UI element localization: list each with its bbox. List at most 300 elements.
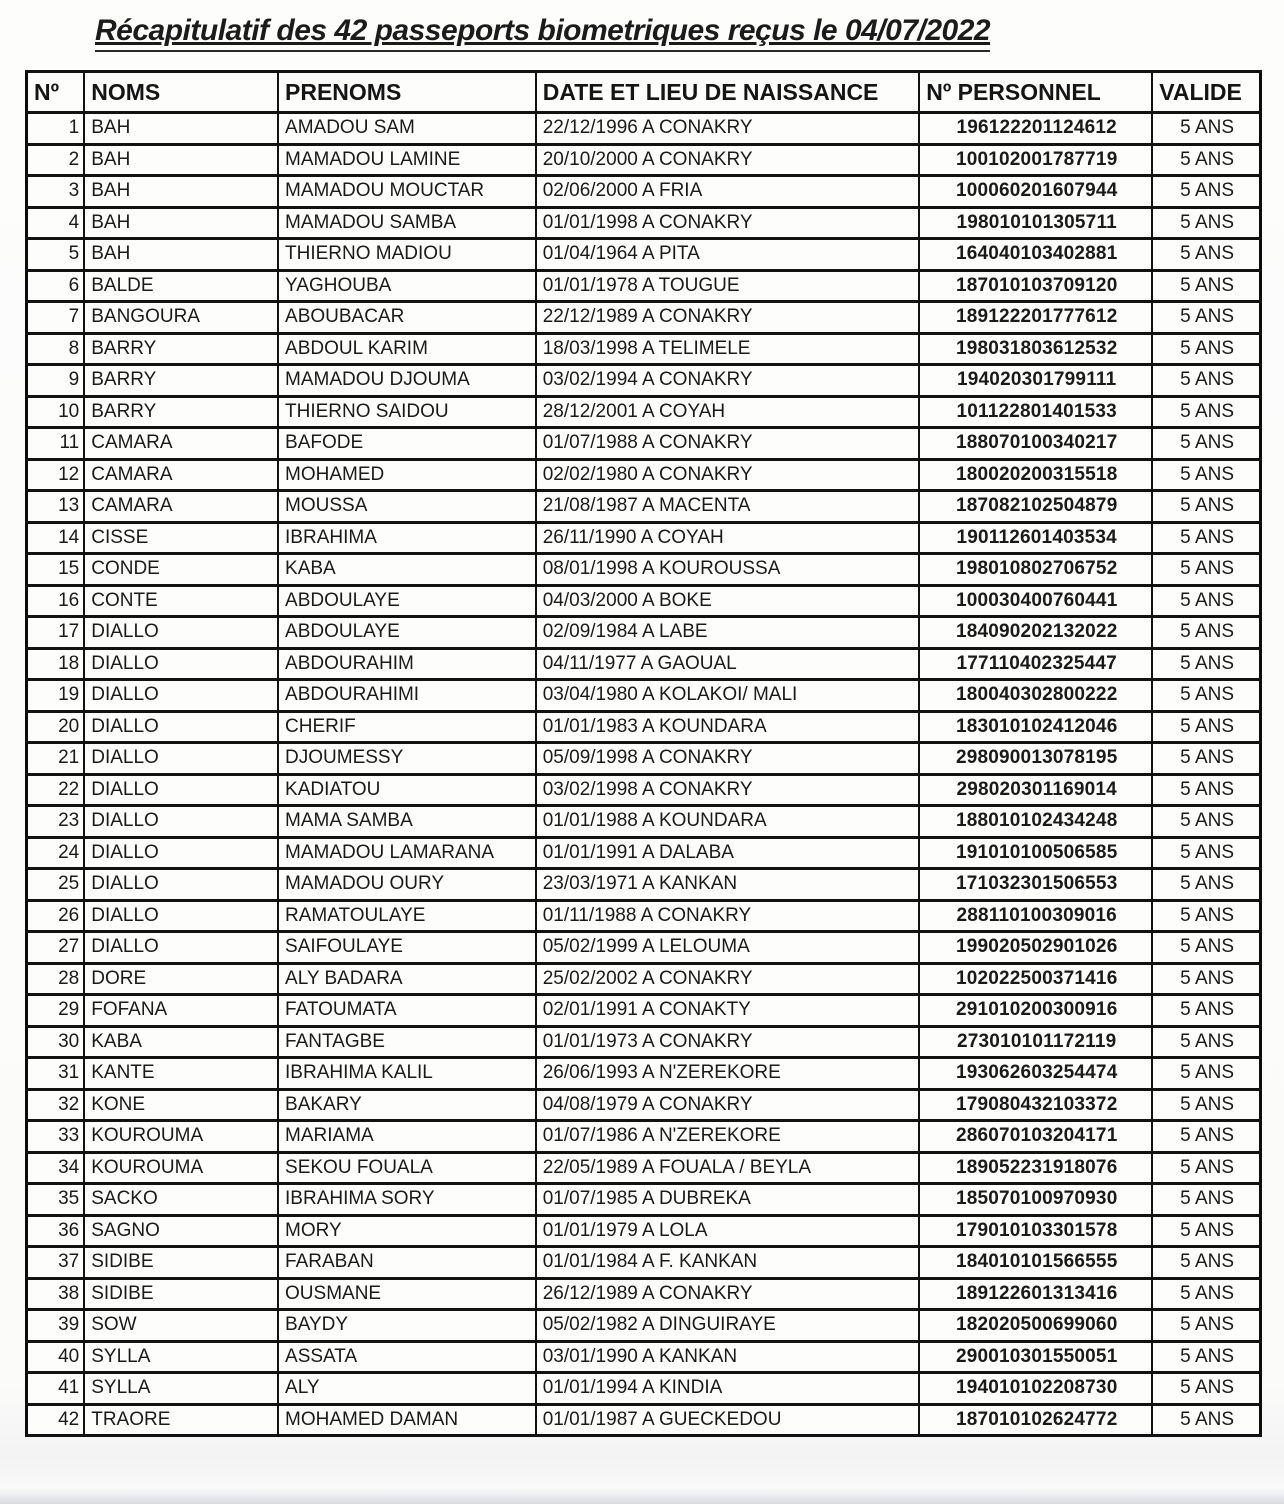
document-title: Récapitulatif des 42 passeports biometriques reçus le 04/07/2022 xyxy=(95,14,990,52)
cell-num: 29 xyxy=(27,995,85,1027)
cell-num: 35 xyxy=(27,1184,85,1216)
cell-num: 9 xyxy=(27,365,85,397)
cell-num: 22 xyxy=(27,774,85,806)
cell-noms: BAH xyxy=(84,176,278,208)
cell-valide: 5 ANS xyxy=(1152,333,1260,365)
cell-naissance: 02/06/2000 A FRIA xyxy=(536,176,919,208)
cell-personnel: 198010101305711 xyxy=(919,207,1152,239)
table-row xyxy=(27,207,1261,239)
cell-noms: TRAORE xyxy=(84,1404,278,1436)
cell-naissance: 18/03/1998 A TELIMELE xyxy=(536,333,919,365)
cell-prenoms: MAMADOU MOUCTAR xyxy=(278,176,536,208)
cell-personnel: 171032301506553 xyxy=(919,869,1152,901)
cell-valide: 5 ANS xyxy=(1152,365,1260,397)
cell-valide: 5 ANS xyxy=(1152,1121,1260,1153)
cell-num: 2 xyxy=(27,144,85,176)
cell-personnel: 189122201777612 xyxy=(919,302,1152,334)
cell-noms: SOW xyxy=(84,1310,278,1342)
table-row xyxy=(27,1215,1261,1247)
cell-prenoms: MAMADOU SAMBA xyxy=(278,207,536,239)
cell-num: 11 xyxy=(27,428,85,460)
cell-num: 36 xyxy=(27,1215,85,1247)
cell-personnel: 183010102412046 xyxy=(919,711,1152,743)
cell-naissance: 01/07/1988 A CONAKRY xyxy=(536,428,919,460)
table-row xyxy=(27,774,1261,806)
cell-prenoms: MOHAMED DAMAN xyxy=(278,1404,536,1436)
scan-bottom-shadow xyxy=(0,1488,1284,1504)
cell-prenoms: OUSMANE xyxy=(278,1278,536,1310)
cell-valide: 5 ANS xyxy=(1152,774,1260,806)
cell-noms: BAH xyxy=(84,144,278,176)
table-row xyxy=(27,1058,1261,1090)
table-row xyxy=(27,1089,1261,1121)
cell-noms: FOFANA xyxy=(84,995,278,1027)
cell-valide: 5 ANS xyxy=(1152,617,1260,649)
cell-naissance: 01/07/1986 A N'ZEREKORE xyxy=(536,1121,919,1153)
cell-naissance: 01/01/1991 A DALABA xyxy=(536,837,919,869)
cell-personnel: 185070100970930 xyxy=(919,1184,1152,1216)
table-row xyxy=(27,585,1261,617)
table-row xyxy=(27,459,1261,491)
cell-personnel: 180020200315518 xyxy=(919,459,1152,491)
cell-prenoms: ABDOURAHIM xyxy=(278,648,536,680)
cell-personnel: 187010102624772 xyxy=(919,1404,1152,1436)
cell-valide: 5 ANS xyxy=(1152,837,1260,869)
table-row xyxy=(27,1184,1261,1216)
cell-num: 10 xyxy=(27,396,85,428)
cell-noms: DIALLO xyxy=(84,837,278,869)
cell-valide: 5 ANS xyxy=(1152,806,1260,838)
cell-noms: DIALLO xyxy=(84,648,278,680)
cell-prenoms: MAMADOU LAMINE xyxy=(278,144,536,176)
cell-num: 40 xyxy=(27,1341,85,1373)
cell-naissance: 02/09/1984 A LABE xyxy=(536,617,919,649)
table-row xyxy=(27,617,1261,649)
cell-noms: DIALLO xyxy=(84,869,278,901)
table-header xyxy=(27,72,1261,113)
cell-valide: 5 ANS xyxy=(1152,1373,1260,1405)
table-row xyxy=(27,302,1261,334)
cell-num: 15 xyxy=(27,554,85,586)
cell-valide: 5 ANS xyxy=(1152,743,1260,775)
cell-noms: BALDE xyxy=(84,270,278,302)
cell-personnel: 196122201124612 xyxy=(919,113,1152,145)
cell-personnel: 193062603254474 xyxy=(919,1058,1152,1090)
table-row xyxy=(27,932,1261,964)
cell-num: 37 xyxy=(27,1247,85,1279)
cell-noms: CONDE xyxy=(84,554,278,586)
cell-personnel: 184090202132022 xyxy=(919,617,1152,649)
cell-personnel: 273010101172119 xyxy=(919,1026,1152,1058)
cell-num: 39 xyxy=(27,1310,85,1342)
cell-noms: DIALLO xyxy=(84,617,278,649)
cell-naissance: 01/01/1987 A GUECKEDOU xyxy=(536,1404,919,1436)
cell-noms: CONTE xyxy=(84,585,278,617)
cell-prenoms: IBRAHIMA xyxy=(278,522,536,554)
cell-valide: 5 ANS xyxy=(1152,711,1260,743)
cell-naissance: 26/11/1990 A COYAH xyxy=(536,522,919,554)
cell-noms: KOUROUMA xyxy=(84,1152,278,1184)
cell-naissance: 01/01/1994 A KINDIA xyxy=(536,1373,919,1405)
table-row xyxy=(27,1247,1261,1279)
cell-naissance: 22/12/1989 A CONAKRY xyxy=(536,302,919,334)
cell-valide: 5 ANS xyxy=(1152,459,1260,491)
cell-personnel: 187082102504879 xyxy=(919,491,1152,523)
cell-num: 21 xyxy=(27,743,85,775)
cell-naissance: 01/01/1978 A TOUGUE xyxy=(536,270,919,302)
table-row xyxy=(27,1152,1261,1184)
cell-prenoms: THIERNO SAIDOU xyxy=(278,396,536,428)
cell-num: 20 xyxy=(27,711,85,743)
passport-table xyxy=(25,70,1262,1437)
cell-prenoms: FARABAN xyxy=(278,1247,536,1279)
table-row xyxy=(27,491,1261,523)
cell-prenoms: FATOUMATA xyxy=(278,995,536,1027)
cell-noms: BANGOURA xyxy=(84,302,278,334)
cell-personnel: 100060201607944 xyxy=(919,176,1152,208)
cell-noms: DIALLO xyxy=(84,774,278,806)
cell-prenoms: ALY BADARA xyxy=(278,963,536,995)
cell-valide: 5 ANS xyxy=(1152,963,1260,995)
cell-naissance: 01/01/1983 A KOUNDARA xyxy=(536,711,919,743)
cell-noms: DIALLO xyxy=(84,743,278,775)
cell-personnel: 102022500371416 xyxy=(919,963,1152,995)
cell-noms: DIALLO xyxy=(84,680,278,712)
cell-personnel: 177110402325447 xyxy=(919,648,1152,680)
cell-valide: 5 ANS xyxy=(1152,1310,1260,1342)
cell-prenoms: YAGHOUBA xyxy=(278,270,536,302)
cell-noms: DIALLO xyxy=(84,806,278,838)
cell-valide: 5 ANS xyxy=(1152,869,1260,901)
cell-valide: 5 ANS xyxy=(1152,239,1260,271)
cell-valide: 5 ANS xyxy=(1152,522,1260,554)
cell-num: 42 xyxy=(27,1404,85,1436)
cell-noms: BAH xyxy=(84,207,278,239)
cell-prenoms: CHERIF xyxy=(278,711,536,743)
column-header-valide: VALIDE xyxy=(1152,72,1260,113)
cell-prenoms: IBRAHIMA SORY xyxy=(278,1184,536,1216)
cell-noms: DORE xyxy=(84,963,278,995)
table-body xyxy=(27,113,1261,1436)
table-row xyxy=(27,711,1261,743)
cell-valide: 5 ANS xyxy=(1152,176,1260,208)
cell-personnel: 190112601403534 xyxy=(919,522,1152,554)
cell-valide: 5 ANS xyxy=(1152,491,1260,523)
cell-personnel: 179010103301578 xyxy=(919,1215,1152,1247)
cell-personnel: 188070100340217 xyxy=(919,428,1152,460)
cell-noms: DIALLO xyxy=(84,932,278,964)
cell-valide: 5 ANS xyxy=(1152,900,1260,932)
cell-personnel: 101122801401533 xyxy=(919,396,1152,428)
cell-valide: 5 ANS xyxy=(1152,995,1260,1027)
cell-valide: 5 ANS xyxy=(1152,1278,1260,1310)
cell-num: 27 xyxy=(27,932,85,964)
cell-valide: 5 ANS xyxy=(1152,113,1260,145)
cell-naissance: 03/01/1990 A KANKAN xyxy=(536,1341,919,1373)
cell-num: 14 xyxy=(27,522,85,554)
cell-noms: KANTE xyxy=(84,1058,278,1090)
cell-prenoms: KADIATOU xyxy=(278,774,536,806)
table-row xyxy=(27,176,1261,208)
cell-noms: CAMARA xyxy=(84,491,278,523)
cell-prenoms: ABOUBACAR xyxy=(278,302,536,334)
cell-num: 1 xyxy=(27,113,85,145)
cell-valide: 5 ANS xyxy=(1152,1152,1260,1184)
cell-naissance: 20/10/2000 A CONAKRY xyxy=(536,144,919,176)
cell-personnel: 184010101566555 xyxy=(919,1247,1152,1279)
cell-naissance: 01/04/1964 A PITA xyxy=(536,239,919,271)
cell-personnel: 298020301169014 xyxy=(919,774,1152,806)
cell-num: 8 xyxy=(27,333,85,365)
cell-num: 34 xyxy=(27,1152,85,1184)
table-row xyxy=(27,743,1261,775)
cell-naissance: 03/04/1980 A KOLAKOI/ MALI xyxy=(536,680,919,712)
cell-noms: BAH xyxy=(84,113,278,145)
cell-prenoms: SAIFOULAYE xyxy=(278,932,536,964)
cell-prenoms: MAMADOU OURY xyxy=(278,869,536,901)
cell-naissance: 01/01/1979 A LOLA xyxy=(536,1215,919,1247)
cell-valide: 5 ANS xyxy=(1152,1089,1260,1121)
cell-naissance: 02/01/1991 A CONAKTY xyxy=(536,995,919,1027)
cell-valide: 5 ANS xyxy=(1152,270,1260,302)
table-row xyxy=(27,428,1261,460)
cell-num: 3 xyxy=(27,176,85,208)
cell-naissance: 26/06/1993 A N'ZEREKORE xyxy=(536,1058,919,1090)
cell-naissance: 21/08/1987 A MACENTA xyxy=(536,491,919,523)
cell-naissance: 01/01/1998 A CONAKRY xyxy=(536,207,919,239)
cell-valide: 5 ANS xyxy=(1152,554,1260,586)
cell-prenoms: ABDOUL KARIM xyxy=(278,333,536,365)
table-row xyxy=(27,1026,1261,1058)
table-row xyxy=(27,113,1261,145)
cell-personnel: 100102001787719 xyxy=(919,144,1152,176)
column-header-num: Nº xyxy=(27,72,85,113)
cell-prenoms: DJOUMESSY xyxy=(278,743,536,775)
cell-prenoms: AMADOU SAM xyxy=(278,113,536,145)
cell-personnel: 199020502901026 xyxy=(919,932,1152,964)
table-row xyxy=(27,680,1261,712)
cell-noms: BARRY xyxy=(84,333,278,365)
cell-naissance: 05/02/1999 A LELOUMA xyxy=(536,932,919,964)
cell-noms: SIDIBE xyxy=(84,1247,278,1279)
cell-valide: 5 ANS xyxy=(1152,1215,1260,1247)
table-row xyxy=(27,900,1261,932)
cell-naissance: 01/11/1988 A CONAKRY xyxy=(536,900,919,932)
cell-prenoms: ABDOULAYE xyxy=(278,585,536,617)
cell-num: 17 xyxy=(27,617,85,649)
cell-prenoms: ABDOULAYE xyxy=(278,617,536,649)
cell-valide: 5 ANS xyxy=(1152,1058,1260,1090)
cell-personnel: 164040103402881 xyxy=(919,239,1152,271)
cell-valide: 5 ANS xyxy=(1152,428,1260,460)
cell-naissance: 22/12/1996 A CONAKRY xyxy=(536,113,919,145)
cell-prenoms: MARIAMA xyxy=(278,1121,536,1153)
cell-personnel: 286070103204171 xyxy=(919,1121,1152,1153)
table-row xyxy=(27,239,1261,271)
cell-naissance: 03/02/1994 A CONAKRY xyxy=(536,365,919,397)
table-row xyxy=(27,1310,1261,1342)
table-row xyxy=(27,1341,1261,1373)
cell-naissance: 08/01/1998 A KOUROUSSA xyxy=(536,554,919,586)
cell-prenoms: MOHAMED xyxy=(278,459,536,491)
table-row xyxy=(27,1278,1261,1310)
cell-valide: 5 ANS xyxy=(1152,585,1260,617)
cell-noms: CISSE xyxy=(84,522,278,554)
cell-num: 7 xyxy=(27,302,85,334)
cell-personnel: 194020301799111 xyxy=(919,365,1152,397)
cell-noms: SYLLA xyxy=(84,1341,278,1373)
header-row xyxy=(27,72,1261,113)
cell-noms: SACKO xyxy=(84,1184,278,1216)
cell-num: 18 xyxy=(27,648,85,680)
cell-prenoms: MAMADOU LAMARANA xyxy=(278,837,536,869)
cell-num: 33 xyxy=(27,1121,85,1153)
cell-prenoms: KABA xyxy=(278,554,536,586)
cell-noms: DIALLO xyxy=(84,900,278,932)
cell-num: 26 xyxy=(27,900,85,932)
cell-valide: 5 ANS xyxy=(1152,207,1260,239)
cell-noms: BARRY xyxy=(84,365,278,397)
cell-naissance: 28/12/2001 A COYAH xyxy=(536,396,919,428)
cell-noms: BAH xyxy=(84,239,278,271)
cell-num: 38 xyxy=(27,1278,85,1310)
cell-noms: SIDIBE xyxy=(84,1278,278,1310)
column-header-noms: NOMS xyxy=(84,72,278,113)
cell-prenoms: BAYDY xyxy=(278,1310,536,1342)
cell-noms: KOUROUMA xyxy=(84,1121,278,1153)
table-row xyxy=(27,1373,1261,1405)
cell-naissance: 01/07/1985 A DUBREKA xyxy=(536,1184,919,1216)
cell-num: 31 xyxy=(27,1058,85,1090)
table-row xyxy=(27,270,1261,302)
cell-personnel: 194010102208730 xyxy=(919,1373,1152,1405)
cell-num: 6 xyxy=(27,270,85,302)
cell-personnel: 298090013078195 xyxy=(919,743,1152,775)
cell-prenoms: ASSATA xyxy=(278,1341,536,1373)
cell-prenoms: ALY xyxy=(278,1373,536,1405)
cell-valide: 5 ANS xyxy=(1152,1184,1260,1216)
table-row xyxy=(27,837,1261,869)
table-row xyxy=(27,1404,1261,1436)
cell-prenoms: MORY xyxy=(278,1215,536,1247)
table-row xyxy=(27,522,1261,554)
table-row xyxy=(27,995,1261,1027)
cell-personnel: 187010103709120 xyxy=(919,270,1152,302)
cell-personnel: 189122601313416 xyxy=(919,1278,1152,1310)
cell-valide: 5 ANS xyxy=(1152,1404,1260,1436)
cell-prenoms: SEKOU FOUALA xyxy=(278,1152,536,1184)
cell-num: 30 xyxy=(27,1026,85,1058)
cell-personnel: 180040302800222 xyxy=(919,680,1152,712)
cell-valide: 5 ANS xyxy=(1152,1247,1260,1279)
cell-personnel: 100030400760441 xyxy=(919,585,1152,617)
cell-naissance: 04/03/2000 A BOKE xyxy=(536,585,919,617)
cell-prenoms: MAMA SAMBA xyxy=(278,806,536,838)
cell-prenoms: THIERNO MADIOU xyxy=(278,239,536,271)
table-row xyxy=(27,1121,1261,1153)
table-row xyxy=(27,365,1261,397)
cell-naissance: 05/09/1998 A CONAKRY xyxy=(536,743,919,775)
cell-noms: DIALLO xyxy=(84,711,278,743)
cell-num: 28 xyxy=(27,963,85,995)
cell-personnel: 198010802706752 xyxy=(919,554,1152,586)
cell-naissance: 01/01/1973 A CONAKRY xyxy=(536,1026,919,1058)
cell-valide: 5 ANS xyxy=(1152,648,1260,680)
cell-naissance: 02/02/1980 A CONAKRY xyxy=(536,459,919,491)
cell-valide: 5 ANS xyxy=(1152,1026,1260,1058)
cell-num: 24 xyxy=(27,837,85,869)
cell-naissance: 05/02/1982 A DINGUIRAYE xyxy=(536,1310,919,1342)
cell-naissance: 04/11/1977 A GAOUAL xyxy=(536,648,919,680)
cell-personnel: 198031803612532 xyxy=(919,333,1152,365)
cell-prenoms: FANTAGBE xyxy=(278,1026,536,1058)
cell-personnel: 290010301550051 xyxy=(919,1341,1152,1373)
cell-naissance: 23/03/1971 A KANKAN xyxy=(536,869,919,901)
cell-prenoms: RAMATOULAYE xyxy=(278,900,536,932)
cell-prenoms: IBRAHIMA KALIL xyxy=(278,1058,536,1090)
cell-noms: SYLLA xyxy=(84,1373,278,1405)
cell-num: 13 xyxy=(27,491,85,523)
cell-noms: BARRY xyxy=(84,396,278,428)
cell-num: 32 xyxy=(27,1089,85,1121)
cell-prenoms: MOUSSA xyxy=(278,491,536,523)
cell-num: 25 xyxy=(27,869,85,901)
cell-num: 12 xyxy=(27,459,85,491)
table-row xyxy=(27,554,1261,586)
cell-valide: 5 ANS xyxy=(1152,680,1260,712)
cell-personnel: 288110100309016 xyxy=(919,900,1152,932)
cell-naissance: 26/12/1989 A CONAKRY xyxy=(536,1278,919,1310)
column-header-naissance: DATE ET LIEU DE NAISSANCE xyxy=(536,72,919,113)
cell-prenoms: BAKARY xyxy=(278,1089,536,1121)
cell-noms: CAMARA xyxy=(84,459,278,491)
cell-num: 41 xyxy=(27,1373,85,1405)
column-header-personnel: Nº PERSONNEL xyxy=(919,72,1152,113)
cell-naissance: 03/02/1998 A CONAKRY xyxy=(536,774,919,806)
cell-noms: SAGNO xyxy=(84,1215,278,1247)
cell-personnel: 189052231918076 xyxy=(919,1152,1152,1184)
cell-valide: 5 ANS xyxy=(1152,144,1260,176)
cell-noms: KONE xyxy=(84,1089,278,1121)
table-row xyxy=(27,333,1261,365)
cell-personnel: 291010200300916 xyxy=(919,995,1152,1027)
cell-personnel: 182020500699060 xyxy=(919,1310,1152,1342)
cell-personnel: 179080432103372 xyxy=(919,1089,1152,1121)
cell-num: 16 xyxy=(27,585,85,617)
cell-naissance: 04/08/1979 A CONAKRY xyxy=(536,1089,919,1121)
cell-valide: 5 ANS xyxy=(1152,932,1260,964)
table-row xyxy=(27,869,1261,901)
cell-num: 23 xyxy=(27,806,85,838)
cell-prenoms: ABDOURAHIMI xyxy=(278,680,536,712)
table-row xyxy=(27,806,1261,838)
table-row xyxy=(27,144,1261,176)
cell-prenoms: BAFODE xyxy=(278,428,536,460)
table-row xyxy=(27,963,1261,995)
cell-num: 4 xyxy=(27,207,85,239)
cell-num: 19 xyxy=(27,680,85,712)
table-row xyxy=(27,396,1261,428)
cell-valide: 5 ANS xyxy=(1152,1341,1260,1373)
cell-valide: 5 ANS xyxy=(1152,396,1260,428)
cell-naissance: 01/01/1984 A F. KANKAN xyxy=(536,1247,919,1279)
cell-naissance: 25/02/2002 A CONAKRY xyxy=(536,963,919,995)
cell-prenoms: MAMADOU DJOUMA xyxy=(278,365,536,397)
cell-noms: CAMARA xyxy=(84,428,278,460)
column-header-prenoms: PRENOMS xyxy=(278,72,536,113)
cell-personnel: 188010102434248 xyxy=(919,806,1152,838)
table-row xyxy=(27,648,1261,680)
